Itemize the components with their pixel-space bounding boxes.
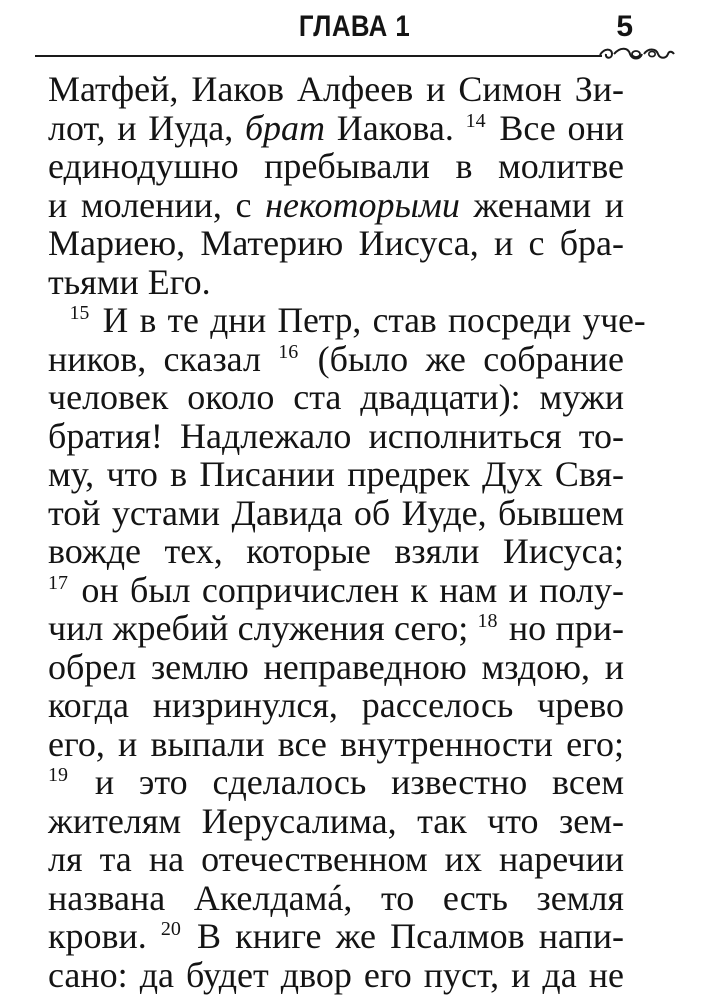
chapter-title: ГЛАВА 1 — [298, 10, 411, 43]
text-line: $^{19}$ и это сделалось известно всем — [48, 762, 624, 802]
text-line: чил жребий служения сего; $^{18}$ но при- — [48, 608, 624, 648]
verse-number: 19 — [48, 764, 68, 786]
text-line: той устами Давида об Иуде, бывшем — [48, 492, 624, 533]
italic-word: некоторыми — [265, 184, 460, 225]
verse-number: 17 — [48, 571, 68, 594]
text-line: крови. $^{20}$ В книге же Псалмов напи- — [48, 916, 624, 956]
flourish-ornament-icon — [598, 42, 678, 66]
text-line: лот, и Иуда, брат Иакова. $^{14}$ Все они — [48, 107, 625, 148]
text-line: $^{17}$ он был сопричислен к нам и полу- — [48, 569, 624, 610]
text-line: когда низринулся, расселось чрево — [48, 685, 624, 725]
verse-number: 14 — [465, 109, 486, 132]
scripture-text — [48, 69, 646, 995]
text-line: братия! Надлежало исполниться то- — [48, 415, 624, 456]
text-line: Мариею, Материю Иисуса, и с бра- — [48, 223, 624, 263]
text-line: сано: да будет двор его пуст, и да не — [48, 954, 624, 995]
text-line: му, что в Писании предрек Дух Свя- — [48, 454, 624, 494]
text-line: ля та на отечественном их наречии — [48, 839, 624, 879]
text-line: жителям Иерусалима, так что зем- — [48, 800, 624, 841]
verse-number: 18 — [477, 610, 498, 632]
italic-word: брат — [244, 107, 326, 148]
page-number: 5 — [616, 10, 633, 43]
text-line: $^{15}$ И в те дни Петр, став посреди уче- — [69, 300, 646, 340]
verse-number: 15 — [69, 302, 90, 324]
verse-number: 20 — [160, 918, 181, 940]
verse-number: 16 — [278, 340, 299, 363]
text-line: обрел землю неправедною мздою, и — [48, 646, 624, 687]
text-line: тьями Его. — [48, 261, 211, 302]
text-line: человек около ста двадцати): мужи — [48, 377, 624, 417]
text-line: ников, сказал $^{16}$ (было же собрание — [48, 338, 624, 379]
text-line: названа Акелдамá, то есть земля — [48, 877, 624, 918]
text-line: и молении, с некоторыми женами и — [48, 184, 624, 225]
text-line: вожде тех, которые взяли Иисуса; — [48, 531, 624, 571]
header-rule — [35, 55, 602, 57]
text-line: Матфей, Иаков Алфеев и Симон Зи- — [48, 69, 624, 109]
text-line: единодушно пребывали в молитве — [48, 146, 624, 186]
text-line: его, и выпали все внутренности его; — [48, 723, 624, 764]
